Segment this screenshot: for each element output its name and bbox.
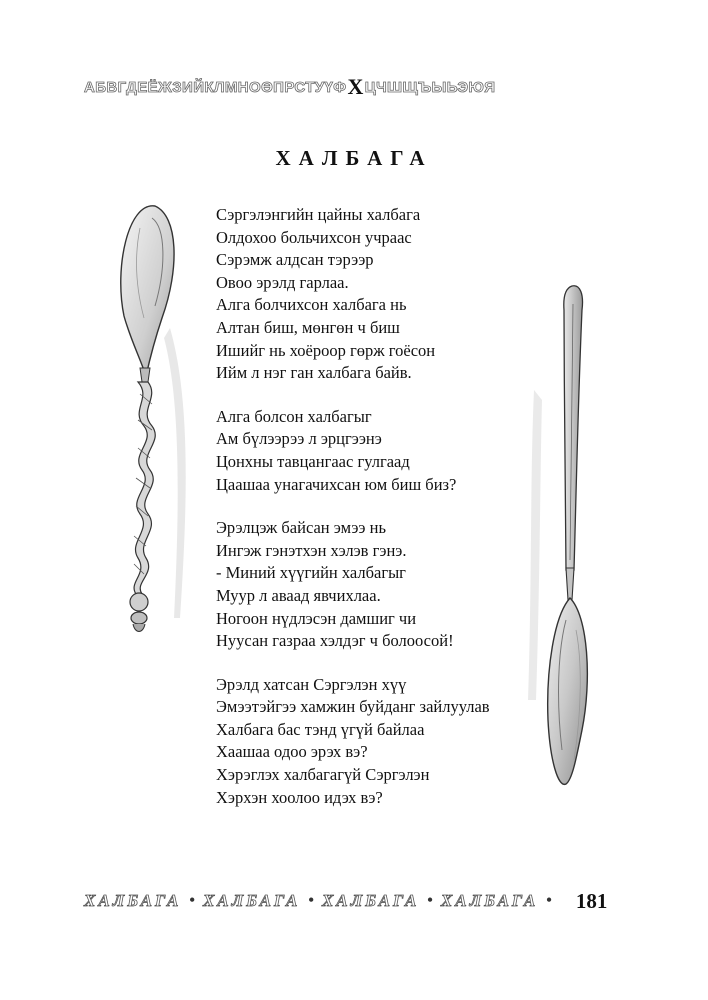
poem-line: Алга болсон халбагыг: [216, 406, 372, 426]
footer-separator: •: [189, 892, 195, 909]
poem-line: Халбага бас тэнд үгүй байлаа: [216, 719, 425, 739]
stanza: [216, 517, 556, 653]
page-number: 181: [575, 888, 608, 913]
footer-separator: •: [308, 892, 314, 909]
poem-line: - Миний хүүгийн халбагыг: [216, 563, 406, 583]
poem-line: Цонхны тавцангаас гулгаад: [216, 451, 410, 471]
poem-line: Олдохоо больчихсон учраас: [216, 227, 412, 247]
alphabet-header: [84, 76, 624, 98]
poem-line: Ам бүлээрээ л эрцгээнэ: [216, 429, 382, 449]
poem-line: Хэрхэн хоолоо идэх вэ?: [216, 787, 383, 807]
poem-line: Цаашаа унагачихсан юм биш биз?: [216, 474, 457, 494]
poem-line: Хэрэглэх халбагагүй Сэргэлэн: [216, 765, 430, 785]
poem-line: Эрэлд хатсан Сэргэлэн хүү: [216, 674, 407, 694]
stanza: [216, 406, 556, 496]
poem-line: Ийм л нэг ган халбага байв.: [216, 363, 412, 383]
twisted-spoon-illustration: [100, 198, 200, 648]
stanza: [216, 674, 556, 810]
poem-line: Ишийг нь хоёроор гөрж гоёсон: [216, 340, 436, 360]
stanza: [216, 204, 556, 385]
footer-separator: •: [546, 892, 552, 909]
long-spoon-illustration: [520, 280, 600, 810]
footer-word: ХАЛБАГА: [440, 891, 539, 910]
poem-line: Хаашаа одоо эрэх вэ?: [216, 742, 368, 762]
page-footer: [84, 886, 614, 916]
alphabet-current-letter: Х: [347, 74, 364, 99]
poem-line: Алга болчихсон халбага нь: [216, 295, 407, 315]
poem-line: Эмээтэйгээ хамжин буйданг зайлуулав: [216, 697, 490, 717]
poem-line: Овоо эрэлд гарлаа.: [216, 272, 349, 292]
footer-word: ХАЛБАГА: [84, 891, 182, 910]
footer-separator: •: [427, 892, 433, 909]
footer-word: ХАЛБАГА: [321, 891, 420, 910]
alphabet-before: АБВГДЕЁЖЗИЙКЛМНОӨПРСТУҮФ: [84, 78, 347, 96]
poem-line: Сэрэмж алдсан тэрээр: [216, 250, 374, 270]
alphabet-after: ЦЧШЩЪЫЬЭЮЯ: [364, 78, 496, 96]
poem-line: Ингэж гэнэтхэн хэлэв гэнэ.: [216, 540, 407, 560]
poem-line: Эрэлцэж байсан эмээ нь: [216, 518, 386, 538]
poem-line: Сэргэлэнгийн цайны халбага: [216, 205, 421, 224]
poem-line: Алтан биш, мөнгөн ч биш: [216, 317, 400, 337]
poem-title: ХАЛБАГА: [275, 146, 433, 170]
poem-line: Ногоон нүдлэсэн дамшиг чи: [216, 608, 417, 628]
poem-line: Муур л аваад явчихлаа.: [216, 585, 381, 605]
poem-line: Нуусан газраа хэлдэг ч болоосой!: [216, 631, 454, 651]
footer-word: ХАЛБАГА: [202, 891, 301, 910]
poem-body: [216, 204, 556, 830]
